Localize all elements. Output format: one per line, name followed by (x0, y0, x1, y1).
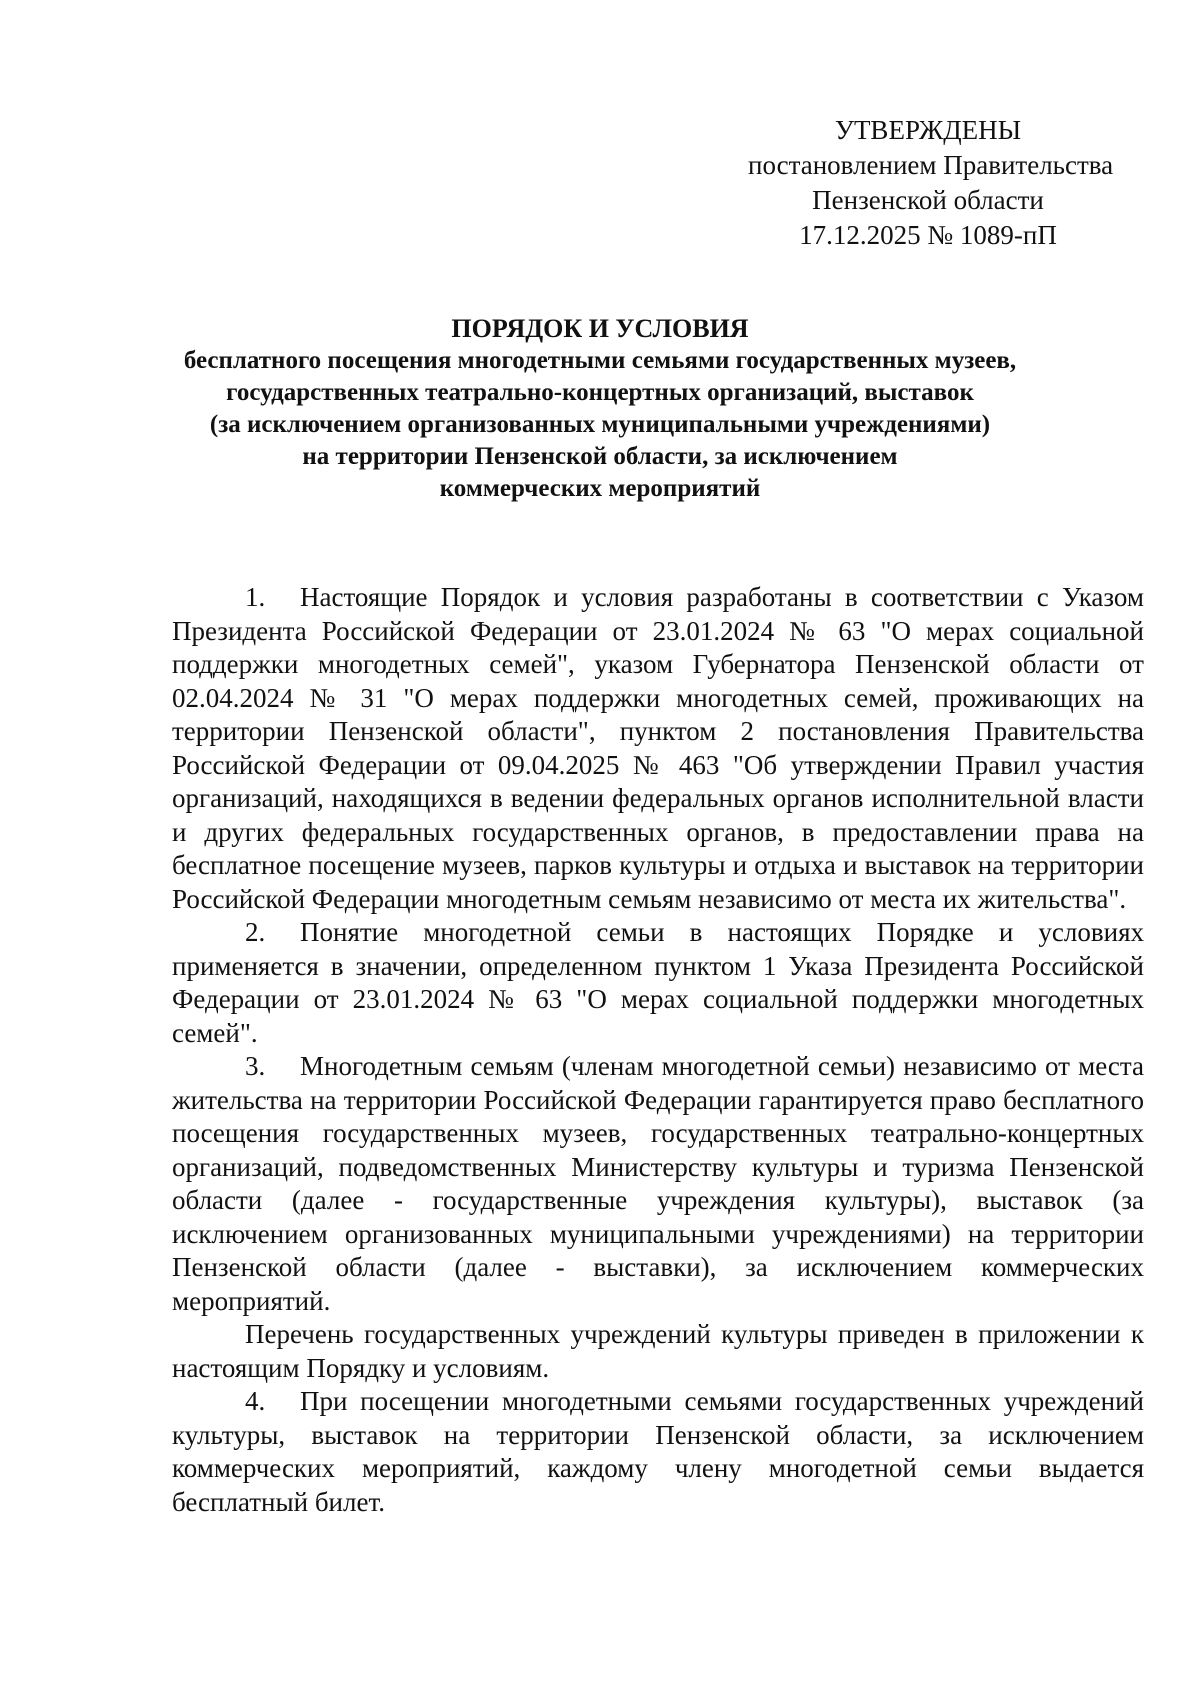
paragraph-number: 4. (245, 1386, 266, 1416)
document-title (160, 313, 1040, 505)
title-line: коммерческих мероприятий (439, 475, 761, 502)
paragraph-1 (172, 581, 1144, 916)
approval-region: Пензенской области (812, 185, 1044, 215)
approval-authority: постановлением Правительства (748, 150, 1114, 180)
approval-heading: УТВЕРЖДЕНЫ (834, 115, 1022, 145)
paragraph-4 (172, 1385, 1144, 1519)
paragraph-3-continuation (172, 1318, 1144, 1385)
approval-date-number: 17.12.2025 № 1089-пП (799, 220, 1057, 250)
approval-stamp (748, 113, 1114, 253)
title-main: ПОРЯДОК И УСЛОВИЯ (451, 314, 749, 343)
paragraph-text: Перечень государственных учреждений культуры приведен в приложении к настоящим Порядку и условиям. (172, 1319, 1144, 1383)
paragraph-number: 2. (245, 917, 266, 947)
paragraph-text: Понятие многодетной семьи в настоящих Порядке и условиях применяется в значении, определенном пунктом 1 Указа Президента Российской Федерации от 23.01.2024 № 63 "О мерах социальной поддержки многодетных семей". (172, 917, 1144, 1048)
document-body (172, 581, 1144, 1519)
paragraph-3 (172, 1050, 1144, 1318)
paragraph-text: При посещении многодетными семьями государственных учреждений культуры, выставок на территории Пензенской области, за исключением коммерческих мероприятий, каждому члену многодетной семьи выдается бесплатный билет. (172, 1386, 1144, 1517)
title-line: бесплатного посещения многодетными семьями государственных музеев, (183, 347, 1017, 374)
paragraph-number: 1. (245, 582, 266, 612)
paragraph-number: 3. (245, 1051, 266, 1081)
paragraph-2 (172, 916, 1144, 1050)
title-line: государственных театрально-концертных организаций, выставок (226, 379, 974, 406)
paragraph-text: Многодетным семьям (членам многодетной семьи) независимо от места жительства на территории Российской Федерации гарантируется право бесплатного посещения государственных музеев, государственных театрально-концертных организаций, подведомственных Министерству культуры и туризма Пензенской области (далее - государственные учреждения культуры), выставок (за исключением организованных муниципальными учреждениями) на территории Пензенской области (далее - выставки), за исключением коммерческих мероприятий. (172, 1051, 1144, 1316)
title-line: (за исключением организованных муниципальными учреждениями) (209, 411, 991, 438)
title-line: на территории Пензенской области, за исключением (302, 443, 898, 470)
paragraph-text: Настоящие Порядок и условия разработаны в соответствии с Указом Президента Российской Федерации от 23.01.2024 № 63 "О мерах социальной поддержки многодетных семей", указом Губернатора Пензенской области от 02.04.2024 № 31 "О мерах поддержки многодетных семей, проживающих на территории Пензенской области", пунктом 2 постановления Правительства Российской Федерации от 09.04.2025 № 463 "Об утверждении Правил участия организаций, находящихся в ведении федеральных органов исполнительной власти и других федеральных государственных органов, в предоставлении права на бесплатное посещение музеев, парков культуры и отдыха и выставок на территории Российской Федерации многодетным семьям независимо от места их жительства". (172, 582, 1144, 914)
